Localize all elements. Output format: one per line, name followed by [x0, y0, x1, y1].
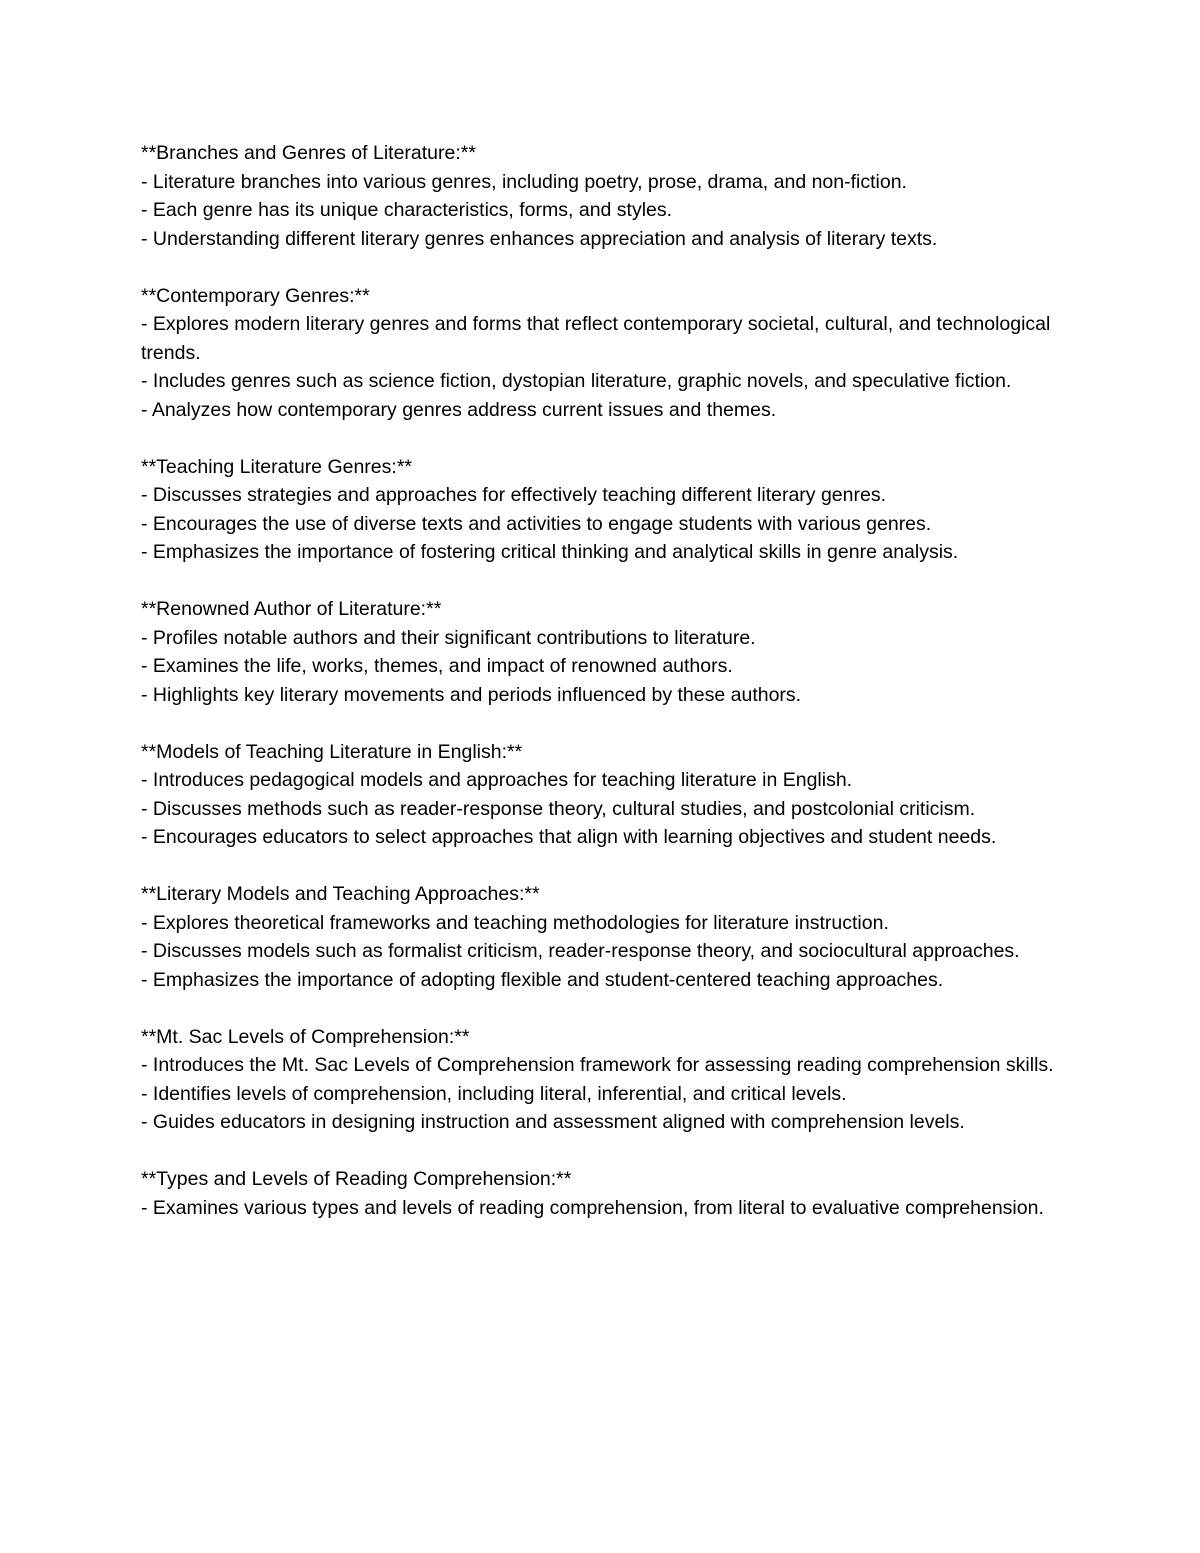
bullet-item: - Encourages the use of diverse texts and activities to engage students with various genres. [141, 512, 932, 535]
section-branches-and-genres [141, 139, 1081, 253]
bullet-item: - Explores theoretical frameworks and teaching methodologies for literature instruction. [141, 911, 889, 934]
section-heading: **Models of Teaching Literature in English:** [141, 740, 523, 763]
bullet-item: - Emphasizes the importance of fostering critical thinking and analytical skills in genre analysis. [141, 541, 959, 563]
section-heading: **Branches and Genres of Literature:** [141, 142, 476, 164]
bullet-item: - Identifies levels of comprehension, including literal, inferential, and critical levels. [141, 1082, 847, 1105]
bullet-item: - Introduces the Mt. Sac Levels of Comprehension framework for assessing reading comprehension skills. [141, 1054, 1054, 1076]
section-heading: **Teaching Literature Genres:** [141, 455, 412, 478]
section-heading: **Literary Models and Teaching Approaches:** [141, 883, 540, 905]
section-heading: **Types and Levels of Reading Comprehension:** [141, 1168, 572, 1190]
section-heading: **Renowned Author of Literature:** [141, 598, 442, 620]
bullet-item: - Examines various types and levels of reading comprehension, from literal to evaluative comprehension. [141, 1196, 1044, 1219]
bullet-item: - Profiles notable authors and their significant contributions to literature. [141, 626, 756, 649]
bullet-item: - Introduces pedagogical models and approaches for teaching literature in English. [141, 769, 853, 791]
document-page [141, 139, 1081, 1251]
bullet-item: - Literature branches into various genres, including poetry, prose, drama, and non-fiction. [141, 170, 907, 193]
section-heading: **Contemporary Genres:** [141, 284, 370, 307]
bullet-item: - Encourages educators to select approaches that align with learning objectives and student needs. [141, 826, 997, 848]
bullet-item: - Includes genres such as science fiction, dystopian literature, graphic novels, and speculative fiction. [141, 370, 1012, 392]
section-literary-models [141, 880, 1081, 994]
section-types-and-levels [141, 1165, 1081, 1222]
section-contemporary-genres [141, 282, 1081, 425]
bullet-item: - Each genre has its unique characteristics, forms, and styles. [141, 199, 673, 221]
bullet-item: - Discusses strategies and approaches for effectively teaching different literary genres. [141, 484, 886, 506]
bullet-item: - Highlights key literary movements and periods influenced by these authors. [141, 683, 802, 706]
bullet-item: - Discusses methods such as reader-response theory, cultural studies, and postcolonial criticism. [141, 797, 976, 820]
bullet-item: - Emphasizes the importance of adopting flexible and student-centered teaching approaches. [141, 968, 944, 991]
section-teaching-literature-genres [141, 453, 1081, 567]
bullet-item: - Guides educators in designing instruction and assessment aligned with comprehension levels. [141, 1111, 965, 1133]
section-models-of-teaching [141, 738, 1081, 852]
bullet-item: - Discusses models such as formalist criticism, reader-response theory, and sociocultural approaches. [141, 940, 1020, 962]
section-mt-sac-levels [141, 1023, 1081, 1137]
section-heading: **Mt. Sac Levels of Comprehension:** [141, 1025, 470, 1048]
section-renowned-author [141, 595, 1081, 709]
bullet-item: - Explores modern literary genres and forms that reflect contemporary societal, cultural, and technological trends. [141, 313, 1051, 364]
bullet-item: - Analyzes how contemporary genres address current issues and themes. [141, 398, 777, 421]
bullet-item: - Understanding different literary genres enhances appreciation and analysis of literary texts. [141, 227, 938, 250]
bullet-item: - Examines the life, works, themes, and impact of renowned authors. [141, 655, 733, 677]
